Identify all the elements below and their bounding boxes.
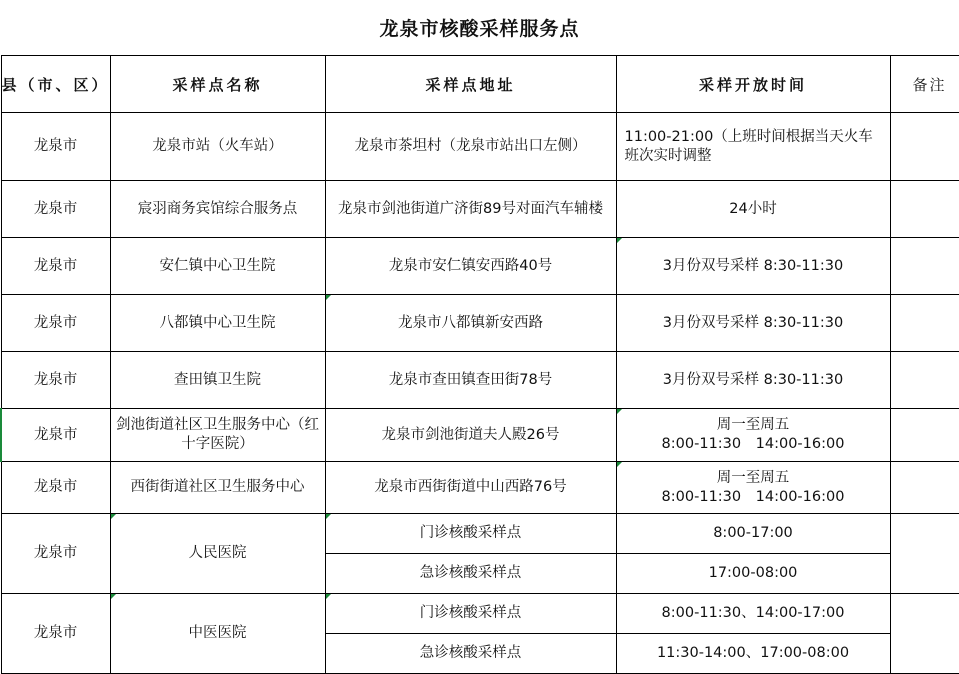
note-cell <box>890 113 959 181</box>
sampling-points-table <box>0 55 959 674</box>
hours-cell: 3月份双号采样 8:30-11:30 <box>616 238 890 295</box>
county-cell: 龙泉市 <box>1 514 110 594</box>
address-cell: 龙泉市安仁镇安西路40号 <box>325 238 616 295</box>
table-row <box>1 181 959 238</box>
address-cell: 龙泉市八都镇新安西路 <box>325 295 616 352</box>
county-cell: 龙泉市 <box>1 594 110 674</box>
county-cell: 龙泉市 <box>1 181 110 238</box>
name-cell: 查田镇卫生院 <box>110 352 325 409</box>
address-cell: 龙泉市查田镇查田街78号 <box>325 352 616 409</box>
header-row <box>1 56 959 113</box>
note-cell <box>890 295 959 352</box>
table-row <box>1 594 959 634</box>
name-cell: 八都镇中心卫生院 <box>110 295 325 352</box>
table-row <box>1 514 959 554</box>
hours-cell <box>616 409 890 462</box>
hours-line: 周一至周五 <box>716 417 790 433</box>
hours-cell: 3月份双号采样 8:30-11:30 <box>616 352 890 409</box>
hours-line: 8:00-11:30 14:00-16:00 <box>661 436 845 452</box>
hours-line: 8:00-11:30 14:00-16:00 <box>661 488 845 505</box>
note-cell <box>890 409 959 462</box>
address-cell: 门诊核酸采样点 <box>325 594 616 634</box>
table-row <box>1 352 959 409</box>
hours-cell: 3月份双号采样 8:30-11:30 <box>616 295 890 352</box>
county-cell: 龙泉市 <box>1 238 110 295</box>
hours-cell: 17:00-08:00 <box>616 554 890 594</box>
county-cell: 龙泉市 <box>1 409 110 462</box>
address-cell: 龙泉市西街街道中山西路76号 <box>325 462 616 514</box>
hours-cell: 8:00-11:30、14:00-17:00 <box>616 594 890 634</box>
address-cell: 门诊核酸采样点 <box>325 514 616 554</box>
note-cell <box>890 181 959 238</box>
name-cell: 中医医院 <box>110 594 325 674</box>
table-row <box>1 409 959 462</box>
note-cell <box>890 352 959 409</box>
table-row <box>1 462 959 514</box>
address-cell: 急诊核酸采样点 <box>325 634 616 674</box>
hours-line: 周一至周五 <box>716 469 790 486</box>
address-cell: 急诊核酸采样点 <box>325 554 616 594</box>
hours-cell: 24小时 <box>616 181 890 238</box>
address-cell: 龙泉市茶坦村（龙泉市站出口左侧） <box>325 113 616 181</box>
hours-cell: 8:00-17:00 <box>616 514 890 554</box>
address-cell: 龙泉市剑池街道广济街89号对面汽车辅楼 <box>325 181 616 238</box>
header-address: 采样点地址 <box>325 56 616 113</box>
note-cell <box>890 238 959 295</box>
county-cell: 龙泉市 <box>1 462 110 514</box>
county-cell: 龙泉市 <box>1 113 110 181</box>
name-cell: 宸羽商务宾馆综合服务点 <box>110 181 325 238</box>
hours-cell: 11:00-21:00（上班时间根据当天火车班次实时调整 <box>616 113 890 181</box>
name-cell: 龙泉市站（火车站） <box>110 113 325 181</box>
table-row <box>1 238 959 295</box>
county-cell: 龙泉市 <box>1 295 110 352</box>
hours-cell: 11:30-14:00、17:00-08:00 <box>616 634 890 674</box>
note-cell <box>890 462 959 514</box>
address-cell: 龙泉市剑池街道夫人殿26号 <box>325 409 616 462</box>
page-title: 龙泉市核酸采样服务点 <box>379 18 580 40</box>
table-row <box>1 113 959 181</box>
note-cell <box>890 594 959 674</box>
county-cell: 龙泉市 <box>1 352 110 409</box>
name-cell: 安仁镇中心卫生院 <box>110 238 325 295</box>
name-cell: 剑池街道社区卫生服务中心（红十字医院） <box>110 409 325 462</box>
header-hours: 采样开放时间 <box>616 56 890 113</box>
header-county: 县（市、区） <box>1 56 110 113</box>
table-row <box>1 295 959 352</box>
header-note: 备注 <box>890 56 959 113</box>
hours-cell <box>616 462 890 514</box>
header-name: 采样点名称 <box>110 56 325 113</box>
name-cell: 西街街道社区卫生服务中心 <box>110 462 325 514</box>
name-cell: 人民医院 <box>110 514 325 594</box>
note-cell <box>890 514 959 594</box>
